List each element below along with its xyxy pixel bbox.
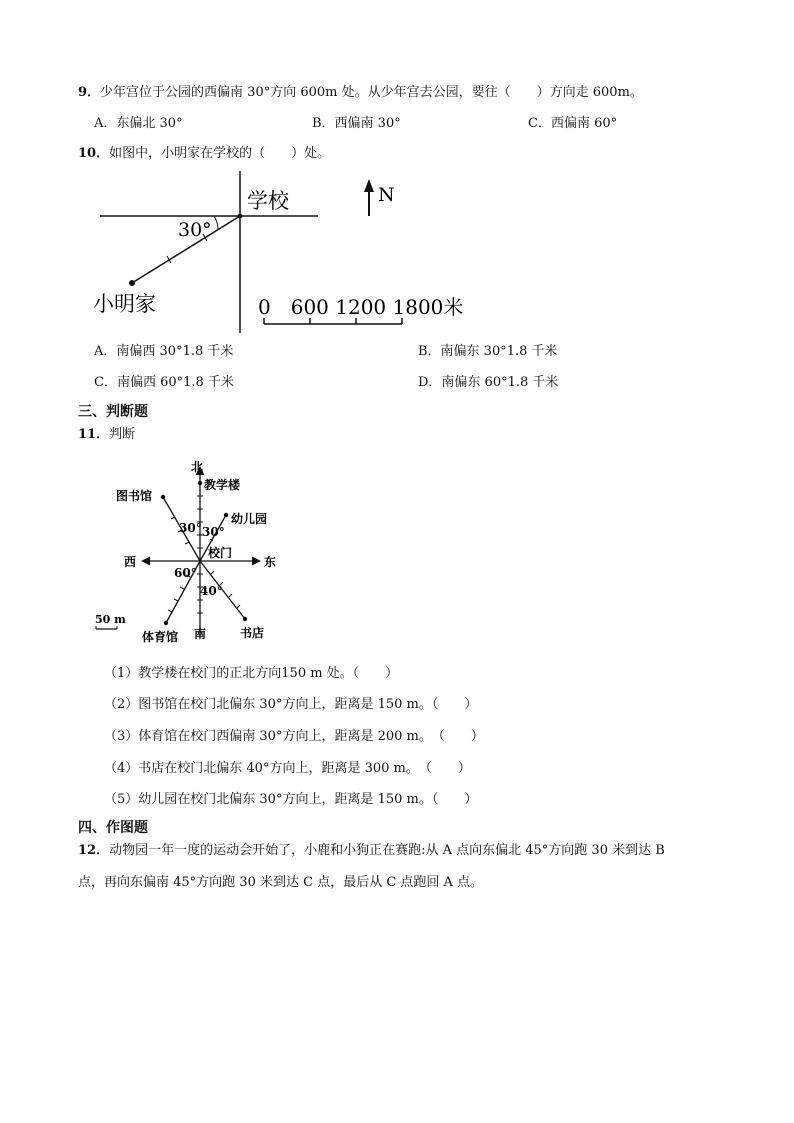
q10-figure (90, 168, 464, 338)
q9-number: 9． (78, 85, 101, 100)
q11-library-label: 图书馆 (116, 489, 153, 503)
q9-option-c: C．西偏南 60° (528, 116, 618, 131)
q10-angle-arc (214, 216, 218, 230)
q10-number: 10． (78, 146, 110, 161)
q11-angle-library: 30° (179, 521, 202, 535)
section-4-heading: 四、作图题 (78, 820, 148, 836)
q11-angle-store: 40° (200, 584, 223, 598)
q10-option-d: D．南偏东 60°1.8 千米 (418, 375, 559, 390)
q11-gym-label: 体育馆 (142, 630, 179, 644)
q9-option-b: B．西偏南 30° (312, 116, 401, 131)
q10-option-a: A．南偏西 30°1.8 千米 (94, 344, 234, 359)
q11-kinder-label: 幼儿园 (231, 512, 268, 526)
q10-angle-label: 30° (178, 219, 212, 241)
q11-item-4: （4）书店在校门北偏东 40°方向上，距离是 300 m。 （ ） (104, 761, 471, 776)
q11-item-2: （2）图书馆在校门北偏东 30°方向上，距离是 150 m。（ ） (104, 697, 478, 712)
q10-home-label: 小明家 (93, 292, 156, 316)
q11-scale-label: 50 m (95, 613, 126, 626)
q11-stem: 11．判断 (78, 427, 136, 442)
q11-figure (90, 455, 290, 645)
q11-east-label: 东 (264, 555, 277, 569)
q11-item-3: （3）体育馆在校门西偏南 30°方向上，距离是 200 m。 （ ） (104, 729, 484, 744)
q11-gate-label: 校门 (208, 546, 233, 560)
q11-west-label: 西 (124, 555, 137, 569)
q10-option-b: B．南偏东 30°1.8 千米 (418, 344, 558, 359)
q12-line-1: 12．动物园一年一度的运动会开始了，小鹿和小狗正在赛跑:从 A 点向东偏北 45°方向跑 30 米到达 B (78, 843, 665, 858)
q10-stem: 10．如图中，小明家在学校的（ ）处。 (78, 146, 331, 161)
q11-north-label: 北 (191, 460, 204, 474)
q11-number: 11． (78, 427, 110, 442)
q11-angle-kinder: 30° (202, 525, 225, 539)
q10-north-label: N (378, 184, 395, 206)
q11-angle-gym: 60° (174, 566, 197, 580)
north-arrow-icon (364, 179, 374, 216)
q11-store-label: 书店 (240, 626, 265, 640)
q12-number: 12． (78, 843, 110, 858)
q12-line-2: 点，再向东偏南 45°方向跑 30 米到达 C 点，最后从 C 点跑回 A 点。 (78, 875, 484, 890)
q9-stem: 9．少年宫位于公园的西偏南 30°方向 600m 处。从少年宫去公园，要往（ ）方向走 600m。 (78, 85, 643, 100)
q11-item-1: （1）教学楼在校门的正北方向150 m 处。（ ） (104, 666, 399, 681)
q10-school-label: 学校 (247, 189, 289, 213)
q9-option-a: A．东偏北 30° (94, 116, 183, 131)
q11-teaching-label: 教学楼 (204, 478, 241, 492)
section-3-heading: 三、判断题 (78, 404, 148, 420)
q10-option-c: C．南偏西 60°1.8 千米 (94, 375, 234, 390)
q11-south-label: 南 (194, 627, 207, 641)
q11-item-5: （5）幼儿园在校门北偏东 30°方向上，距离是 150 m。（ ） (104, 792, 478, 807)
q10-home-point (129, 280, 135, 286)
q10-scale-label: 0 600 1200 1800米 (258, 295, 464, 319)
